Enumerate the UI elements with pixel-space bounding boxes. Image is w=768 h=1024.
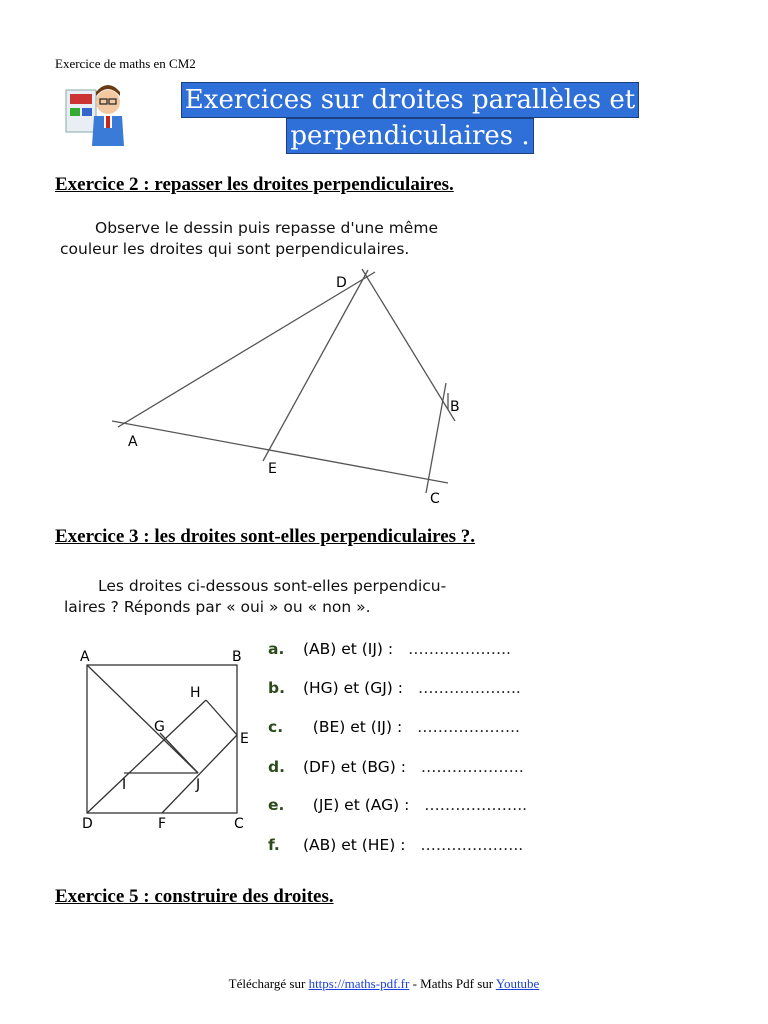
exercise5-heading: Exercice 5 : construire des droites.	[55, 886, 334, 907]
point-label-B: B	[450, 399, 460, 415]
line-AD	[118, 272, 375, 427]
mascot-logo	[64, 80, 130, 150]
fig3-label-C: C	[234, 816, 244, 832]
question-letter: e.	[268, 796, 285, 814]
exercise2-instruction-line1: Observe le dessin puis repasse d'une même	[95, 219, 438, 237]
question-text: (BE) et (IJ) :	[302, 718, 403, 736]
question-letter: b.	[268, 679, 285, 697]
footer-prefix: Téléchargé sur	[228, 976, 309, 991]
question-e	[268, 796, 527, 814]
question-letter: d.	[268, 758, 285, 776]
question-text: (DF) et (BG) :	[302, 758, 406, 776]
answer-blank[interactable]: ………………..	[420, 836, 524, 854]
point-label-E: E	[268, 461, 277, 477]
answer-blank[interactable]: ………………..	[417, 679, 521, 697]
line-DH	[87, 700, 206, 813]
point-label-C: C	[430, 491, 440, 507]
footer-youtube-link[interactable]: Youtube	[495, 976, 540, 991]
exercise3-instruction-line1: Les droites ci-dessous sont-elles perpendicu-	[98, 577, 447, 595]
line-HE	[206, 700, 237, 735]
fig3-label-J: J	[196, 777, 201, 793]
question-letter: c.	[268, 718, 284, 736]
line-BC	[426, 383, 446, 493]
line-GJ	[160, 733, 198, 773]
page-title	[160, 82, 660, 154]
question-f	[268, 836, 523, 854]
document-subtitle: Exercice de maths en CM2	[55, 56, 196, 71]
fig3-label-F: F	[158, 816, 167, 832]
question-text: (AB) et (IJ) :	[302, 640, 394, 658]
answer-blank[interactable]: ………………..	[424, 796, 528, 814]
footer-middle: - Maths Pdf sur	[409, 976, 496, 991]
exercise2-instruction-line2: couleur les droites qui sont perpendiculaires.	[60, 240, 410, 258]
point-label-D: D	[336, 275, 347, 291]
question-b	[268, 679, 521, 697]
footer	[0, 976, 768, 992]
fig3-label-H: H	[190, 685, 201, 701]
question-text: (JE) et (AG) :	[302, 796, 410, 814]
question-c	[268, 718, 520, 736]
page-title-line2: perpendiculaires .	[286, 118, 533, 154]
question-letter: f.	[268, 836, 280, 854]
footer-site-link[interactable]: https://maths-pdf.fr	[308, 976, 410, 991]
answer-blank[interactable]: ………………..	[408, 640, 511, 658]
line-DB	[362, 269, 455, 421]
fig3-label-I: I	[122, 777, 127, 793]
question-text: (HG) et (GJ) :	[302, 679, 403, 697]
exercise2-heading: Exercice 2 : repasser les droites perpendiculaires.	[55, 174, 454, 195]
line-DE	[263, 270, 368, 461]
line-AJ	[87, 665, 198, 773]
exercise3-heading: Exercice 3 : les droites sont-elles perpendiculaires ?.	[55, 526, 476, 547]
page-title-line1: Exercices sur droites parallèles et	[181, 82, 639, 118]
exercise2-figure	[100, 265, 480, 510]
question-text: (AB) et (HE) :	[302, 836, 406, 854]
fig3-label-B: B	[232, 649, 242, 665]
answer-blank[interactable]: ………………..	[420, 758, 524, 776]
answer-blank[interactable]: ………………..	[417, 718, 520, 736]
fig3-label-E: E	[240, 731, 249, 747]
point-label-A: A	[128, 434, 138, 450]
fig3-label-A: A	[80, 649, 90, 665]
fig3-label-D: D	[82, 816, 93, 832]
exercise3-figure	[72, 645, 257, 835]
question-a	[268, 640, 511, 658]
question-d	[268, 758, 524, 776]
question-letter: a.	[268, 640, 285, 658]
exercise3-instruction-line2: laires ? Réponds par « oui » ou « non ».	[64, 598, 371, 616]
fig3-label-G: G	[154, 719, 165, 735]
